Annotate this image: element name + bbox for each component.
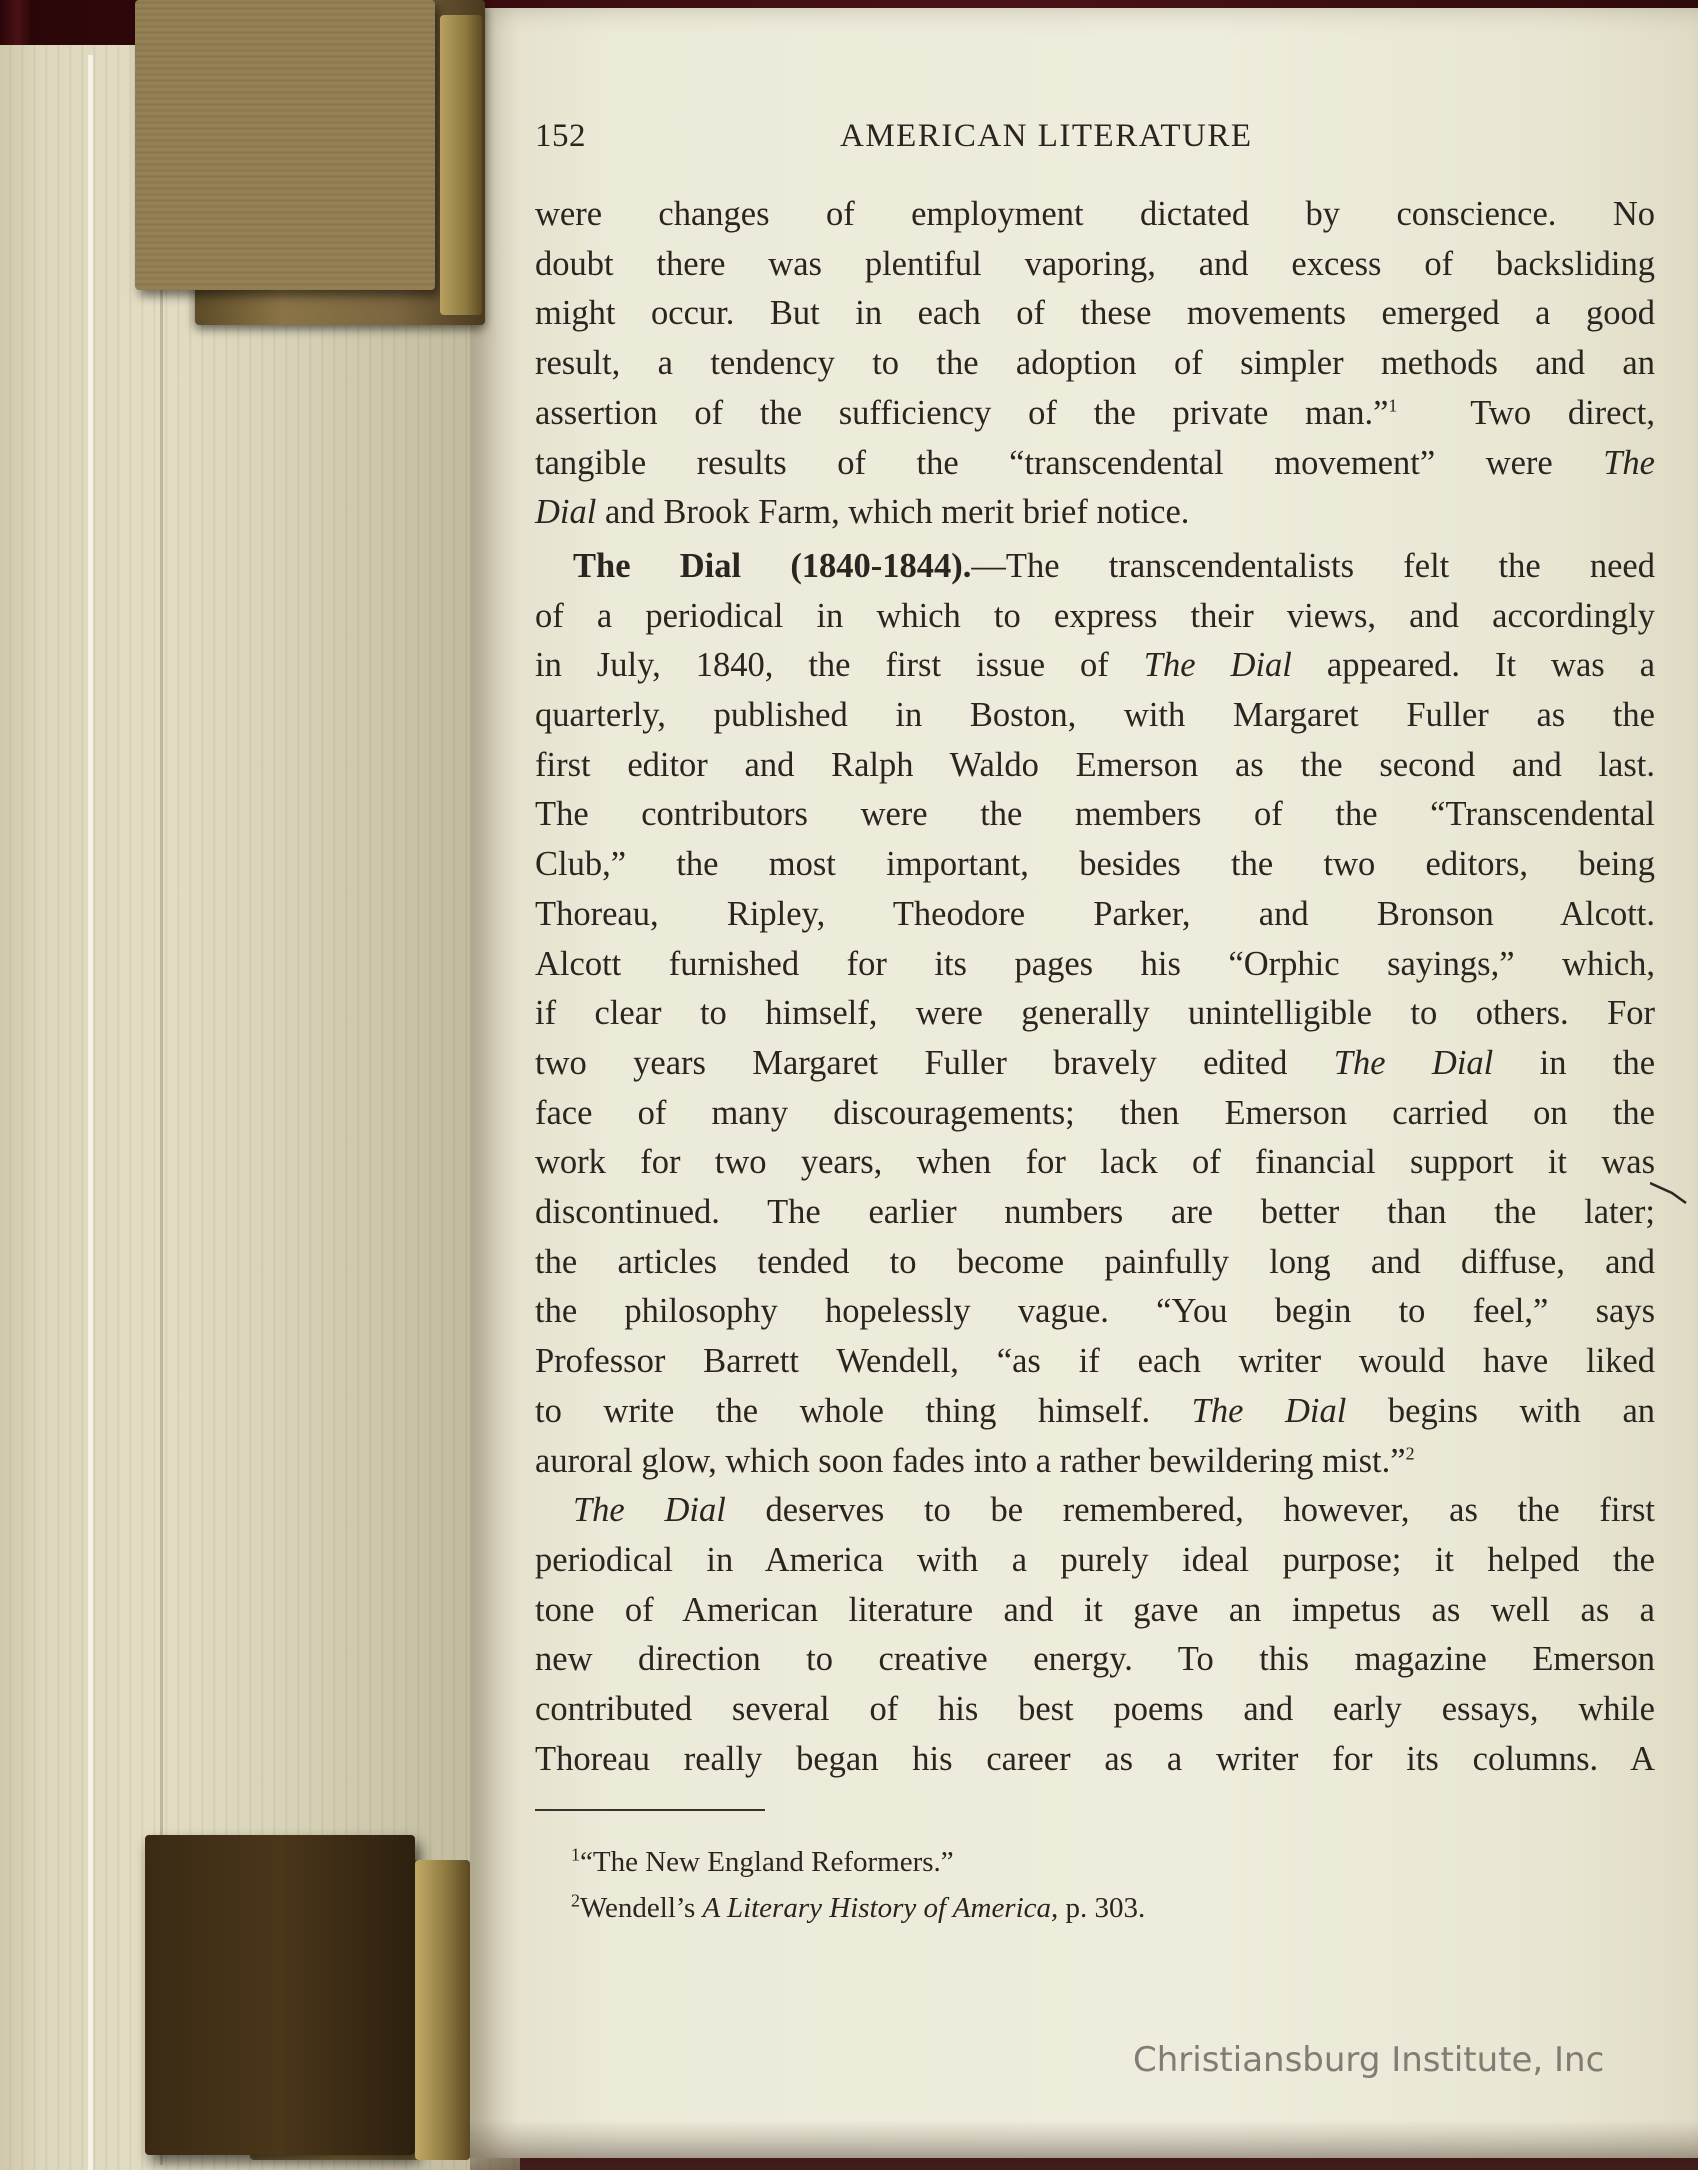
text-segment: auroral glow, which soon fades into a rather bewildering mist.” (535, 1441, 1406, 1480)
text-line (535, 389, 1655, 439)
page-number: 152 (535, 118, 586, 154)
footnote-2 (535, 1885, 1655, 1931)
text-segment: to write the whole thing himself. (535, 1391, 1151, 1430)
footnote-mark: 1 (571, 1843, 580, 1864)
text-segment: deserves to be remembered, however, as the first (765, 1491, 1656, 1530)
italic-title: The Dial (1143, 646, 1292, 685)
text-line (535, 1486, 1655, 1536)
text-line: Professor Barrett Wendell, “as if each writer would have liked (535, 1342, 1655, 1381)
text-line: Alcott furnished for its pages his “Orphic sayings,” which, (535, 944, 1655, 983)
italic-title: The Dial (1333, 1043, 1494, 1082)
text-line: were changes of employment dictated by conscience. No (535, 195, 1655, 233)
page-clip-top-side (440, 15, 482, 315)
text-line (535, 1039, 1655, 1089)
paragraph-2 (535, 542, 1655, 1486)
running-head (535, 118, 1655, 168)
italic-title: The Dial (1191, 1391, 1347, 1430)
text-line: quarterly, published in Boston, with Margaret Fuller as the (535, 696, 1655, 735)
text-line: Thoreau really began his career as a writer for its columns. A (535, 1739, 1655, 1778)
watermark: Christiansburg Institute, Inc (1133, 2040, 1605, 2080)
text-segment: in the (1539, 1043, 1656, 1082)
text-segment: tangible results of the “transcendental movement” were (535, 443, 1553, 482)
text-line (535, 1437, 1655, 1487)
italic-title: A Literary History of America, (702, 1891, 1059, 1924)
text-line: the articles tended to become painfully long and diffuse, and (535, 1242, 1655, 1281)
text-segment: and Brook Farm, which merit brief notice. (604, 493, 1190, 532)
italic-title: Dial (535, 493, 597, 532)
text-line: periodical in America with a purely ideal purpose; it helped the (535, 1540, 1655, 1579)
text-segment: appeared. It was a (1326, 646, 1656, 685)
paragraph-1 (535, 190, 1655, 538)
text-line: Club,” the most important, besides the two editors, being (535, 845, 1655, 884)
text-line (535, 641, 1655, 691)
footnote-ref-2: 2 (1405, 1443, 1415, 1464)
section-heading: The Dial (1840-1844). (573, 546, 972, 585)
text-segment: —The transcendentalists felt the need (971, 546, 1655, 585)
running-title: AMERICAN LITERATURE (840, 118, 1253, 154)
text-segment: Two direct, (1470, 393, 1655, 432)
italic-title: The (1603, 443, 1655, 482)
footnote-text: Wendell’s (580, 1891, 696, 1924)
page-clip-top (135, 0, 435, 290)
text-segment: in July, 1840, the first issue of (535, 646, 1109, 685)
text-line: of a periodical in which to express their views, and accordingly (535, 596, 1655, 635)
text-line (535, 488, 1655, 538)
italic-title: The Dial (573, 1491, 726, 1530)
footnote-rule (535, 1809, 765, 1811)
text-line: contributed several of his best poems and early essays, while (535, 1690, 1655, 1729)
text-line: tone of American literature and it gave an impetus as well as a (535, 1590, 1655, 1629)
footnote-ref-1: 1 (1388, 395, 1398, 416)
footnote-1 (535, 1839, 1655, 1885)
text-line: discontinued. The earlier numbers are better than the later; (535, 1193, 1655, 1232)
text-line: Thoreau, Ripley, Theodore Parker, and Bronson Alcott. (535, 894, 1655, 933)
text-line: work for two years, when for lack of financial support it was (535, 1143, 1655, 1182)
text-segment: assertion of the sufficiency of the private man.” (535, 393, 1389, 432)
text-line (535, 439, 1655, 489)
text-segment: two years Margaret Fuller bravely edited (535, 1043, 1288, 1082)
page-clip-bottom-side (415, 1860, 470, 2160)
text-line: first editor and Ralph Waldo Emerson as the second and last. (535, 745, 1655, 784)
text-line: new direction to creative energy. To this magazine Emerson (535, 1640, 1655, 1679)
text-line: the philosophy hopelessly vague. “You begin to feel,” says (535, 1292, 1655, 1331)
footnote-mark: 2 (571, 1889, 580, 1910)
text-line: face of many discouragements; then Emerson carried on the (535, 1093, 1655, 1132)
text-line (535, 542, 1655, 592)
footnote-text: p. 303. (1065, 1891, 1146, 1924)
footnote-text: “The New England Reformers.” (580, 1845, 954, 1878)
text-line: doubt there was plentiful vaporing, and excess of backsliding (535, 244, 1655, 283)
text-line: result, a tendency to the adoption of simpler methods and an (535, 344, 1655, 383)
paragraph-3 (535, 1486, 1655, 1784)
text-segment: begins with an (1387, 1391, 1656, 1430)
text-line: might occur. But in each of these movements emerged a good (535, 294, 1655, 333)
page-clip-bottom (145, 1835, 415, 2155)
text-line (535, 1387, 1655, 1437)
page-text (535, 118, 1655, 1931)
text-line: The contributors were the members of the “Transcendental (535, 795, 1655, 834)
pencil-mark-icon (1650, 1175, 1690, 1215)
page-shadow (470, 2120, 1698, 2170)
text-line: if clear to himself, were generally unintelligible to others. For (535, 994, 1655, 1033)
